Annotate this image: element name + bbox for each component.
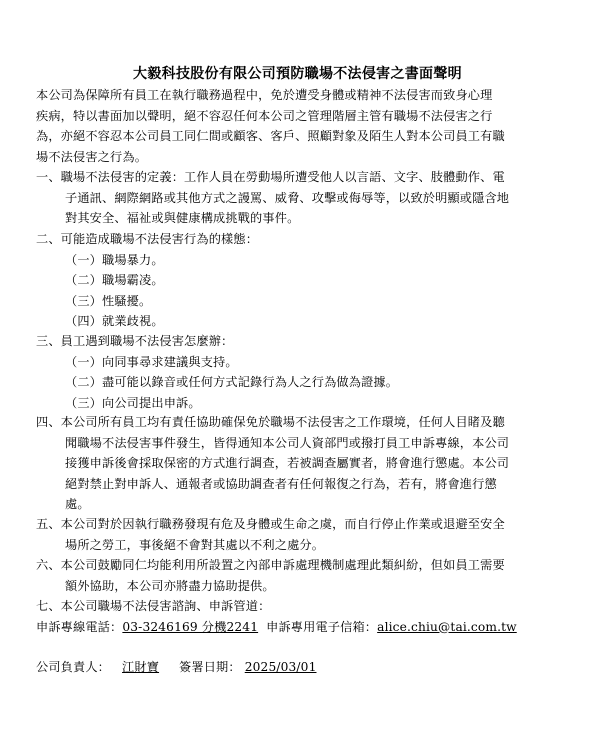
owner-name: 江財寶 [122,660,160,674]
section-3-heading: 三、員工遇到職場不法侵害怎麼辦： [36,334,234,348]
document-title: 大毅科技股份有限公司預防職場不法侵害之書面聲明 [133,66,462,82]
hotline-phone: 03-3246169 分機2241 [122,619,259,634]
intro-line: 本公司為保障所有員工在執行職務過程中，免於遭受身體或精神不法侵害而致身心理 [36,88,493,102]
section-3-item: （一）向同事尋求建議與支持。 [65,354,238,369]
section-4-responsibility [36,412,509,515]
intro-paragraph [36,85,505,167]
section-6-line: 六、本公司鼓勵同仁均能利用所設置之內部申訴處理機制處理此類糾紛，但如員工需要 [36,558,505,572]
hotline-label: 申訴專線電話： [36,619,123,634]
section-4-line: 處。 [65,497,90,511]
intro-line: 疾病，特以書面加以聲明，絕不容忍任何本公司之管理階層主管有職場不法侵害之行 [36,108,493,123]
section-2-item: （一）職場暴力。 [65,252,164,267]
sign-date: 2025/03/01 [244,660,317,674]
section-4-line: 聞職場不法侵害事件發生，皆得通知本公司人資部門或撥打員工申訴專線，本公司 [65,435,510,450]
section-7-heading: 七、本公司職場不法侵害諮詢、申訴管道： [36,599,271,613]
section-6-line: 額外協助，本公司亦將盡力協助提供。 [65,578,275,593]
section-1-line: 子通訊、網際網路或其他方式之謾罵、威脅、攻擊或侮辱等，以致於明顯或隱含地 [65,190,510,205]
section-2-item: （三）性騷擾。 [65,293,152,308]
section-6-support [36,555,505,596]
section-4-line: 接獲申訴後會採取保密的方式進行調查，若被調查屬實者，將會進行懲處。本公司 [65,456,510,470]
section-4-line: 絕對禁止對申訴人、通報者或協助調查者有任何報復之行為，若有，將會進行懲 [65,476,497,491]
section-2-item: （四）就業歧視。 [65,314,164,328]
section-5-safety [36,514,505,555]
owner-label: 公司負責人： [36,660,111,674]
section-1-line: 一、職場不法侵害的定義：工作人員在勞動場所遭受他人以言語、文字、肢體動作、電 [36,170,505,184]
email-label: 申訴專用電子信箱： [266,619,378,634]
intro-line: 為，亦絕不容忍本公司員工同仁間或顧客、客戶、照顧對象及陌生人對本公司員工有職 [36,129,505,143]
intro-line: 場不法侵害之行為。 [36,149,148,164]
section-7-channels [36,596,517,637]
section-3-response [36,331,398,413]
section-5-line: 五、本公司對於因執行職務發現有危及身體或生命之虞，而自行停止作業或退避至安全 [36,517,505,531]
section-2-item: （二）職場霸凌。 [65,273,164,287]
section-1-definition [36,167,509,229]
hotline-email[interactable]: alice.chiu@tai.com.tw [377,619,517,634]
section-3-item: （二）盡可能以錄音或任何方式記錄行為人之行為做為證據。 [65,375,399,389]
section-4-line: 四、本公司所有員工均有責任協助確保免於職場不法侵害之工作環境，任何人目睹及聽 [36,415,505,429]
section-3-item: （三）向公司提出申訴。 [65,395,201,410]
section-1-line: 對其安全、福祉或與健康構成挑戰的事件。 [65,211,300,225]
section-2-forms [36,229,258,332]
section-2-heading: 二、可能造成職場不法侵害行為的樣態： [36,232,259,246]
date-label: 簽署日期： [179,660,241,674]
signature-line [36,657,320,678]
hotline-line [36,617,517,638]
section-5-line: 場所之勞工，事後絕不會對其處以不利之處分。 [65,537,325,552]
signature-block [36,657,320,678]
